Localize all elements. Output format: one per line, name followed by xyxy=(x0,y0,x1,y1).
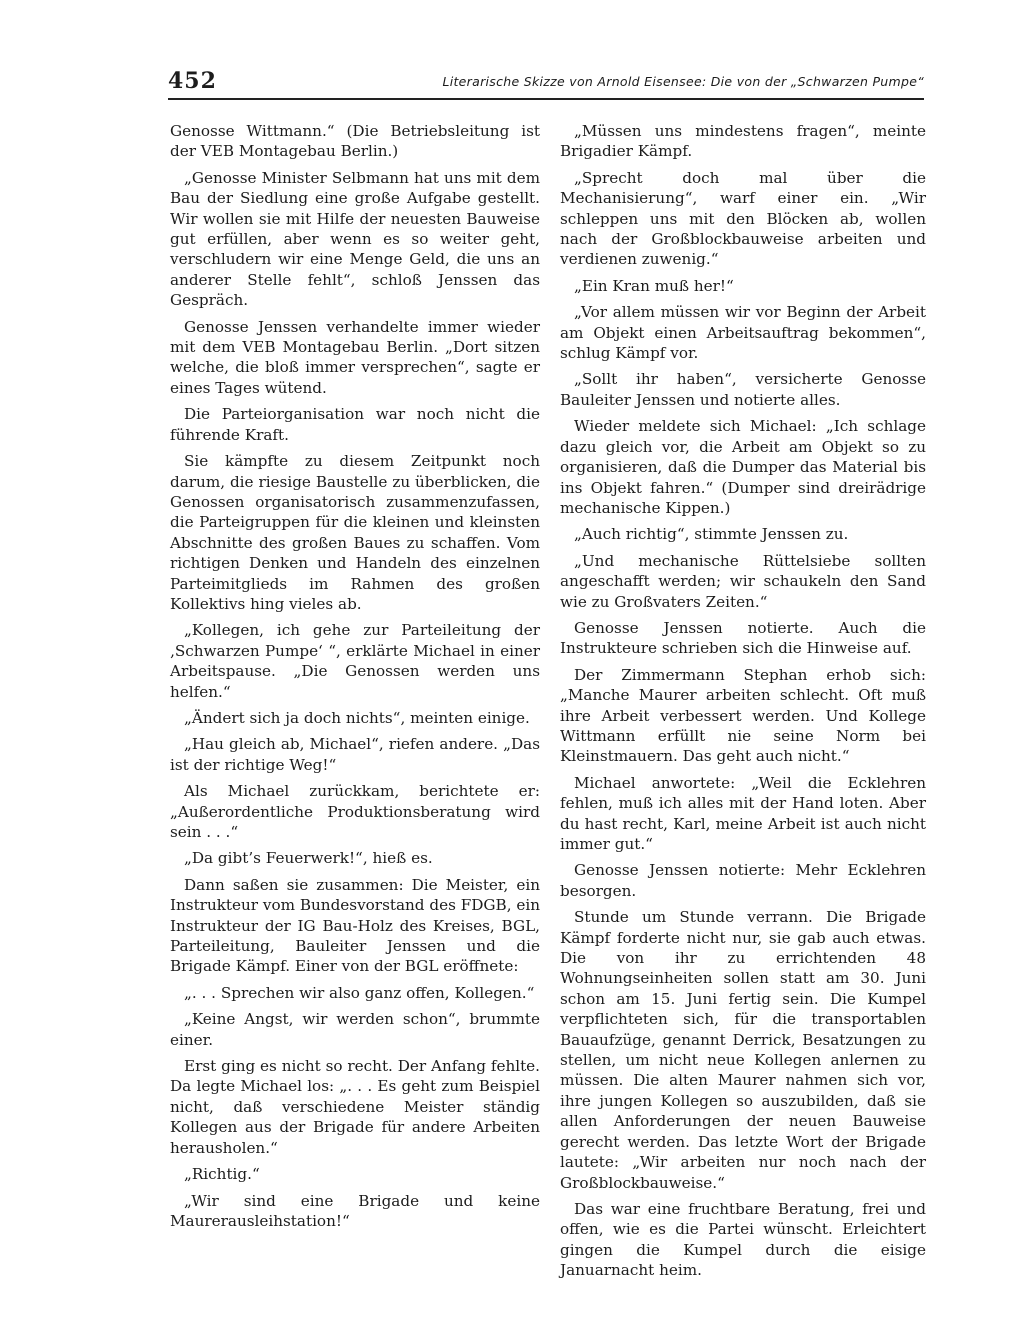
paragraph: Sie kämpfte zu diesem Zeitpunkt noch darum, die riesige Baustelle zu überblicken, die Genossen organisatorisch zusammenzufassen, die Parteigruppen für die kleinen und kleinsten Abschnitte des großen Baues zu schaffen. Vom richtigen Denken und Handeln des einzelnen Parteimitglieds im Rahmen des großen Kollektivs hing vieles ab. xyxy=(170,452,540,613)
paragraph: Die Parteiorganisation war noch nicht die führende Kraft. xyxy=(170,405,540,444)
paragraph: Dann saßen sie zusammen: Die Meister, ein Instrukteur vom Bundesvorstand des FDGB, ein Instrukteur der IG Bau-Holz des Kreises, BGL, Parteileitung, Bauleiter Jenssen und die Brigade Kämpf. Einer von der BGL eröffnete: xyxy=(170,875,540,976)
paragraph: „Da gibt’s Feuerwerk!“, hieß es. xyxy=(184,849,433,868)
paragraph: Genosse Jenssen notierte. Auch die Instrukteure schrieben sich die Hinweise auf. xyxy=(560,618,926,658)
paragraph: Stunde um Stunde verrann. Die Brigade Kämpf forderte nicht nur, sie gab auch etwas. Die von ihr zu errichtenden 48 Wohnungseinheiten sollen statt am 30. Juni schon am 15. Juni fertig sein. Die Kumpel verpflichteten sich, für die transportablen Bauaufzüge, genannt Derrick, Besatzungen zu stellen, um nicht neue Kollegen anlernen zu müssen. Die alten Maurer nahmen sich vor, ihre jungen Kollegen so auszubilden, daß sie allen Anforderungen der neuen Bauweise gerecht werden. Das letzte Wort der Brigade lautete: „Wir arbeiten nur noch nach der Großblockbauweise.“ xyxy=(560,908,926,1192)
paragraph: Wieder meldete sich Michael: „Ich schlage dazu gleich vor, die Arbeit am Objekt so zu organisieren, daß die Dumper das Material bis ins Objekt fahren.“ (Dumper sind dreirädrige mechanische Kippen.) xyxy=(560,417,926,517)
paragraph: Das war eine fruchtbare Beratung, frei und offen, wie es die Partei wünscht. Erleichtert gingen die Kumpel durch die eisige Januarnacht heim. xyxy=(560,1199,926,1280)
paragraph: „Sollt ihr haben“, versicherte Genosse Bauleiter Jenssen und notierte alles. xyxy=(560,370,926,409)
paragraph: „Müssen uns mindestens fragen“, meinte Brigadier Kämpf. xyxy=(560,122,926,161)
right-column xyxy=(560,121,926,1287)
paragraph: „Kollegen, ich gehe zur Parteileitung der ‚Schwarzen Pumpe‘ “, erklärte Michael in einer Arbeitspause. „Die Genossen werden uns helfen.“ xyxy=(170,621,540,701)
paragraph: Der Zimmermann Stephan erhob sich: „Manche Maurer arbeiten schlecht. Oft muß ihre Arbeit verbessert werden. Und Kollege Wittmann erfüllt nie seine Norm bei Kleinstmauern. Das geht auch nicht.“ xyxy=(560,665,926,766)
page-header xyxy=(168,66,924,102)
paragraph: Erst ging es nicht so recht. Der Anfang fehlte. Da legte Michael los: „. . . Es geht zum Beispiel nicht, daß verschiedene Meister ständig Kollegen aus der Brigade für andere Arbeiten herausholen.“ xyxy=(170,1057,540,1157)
paragraph: Als Michael zurückkam, berichtete er: „Außerordentliche Produktionsberatung wird sein . . .“ xyxy=(170,782,540,841)
paragraph: „Genosse Minister Selbmann hat uns mit dem Bau der Siedlung eine große Aufgabe gestellt. Wir wollen sie mit Hilfe der neuesten Bauweise gut erfüllen, aber wenn es so weiter geht, verschludern wir eine Menge Geld, die uns an anderer Stelle fehlt“, schloß Jenssen das Gespräch. xyxy=(170,168,540,310)
paragraph: „Vor allem müssen wir vor Beginn der Arbeit am Objekt einen Arbeitsauftrag bekommen“, schlug Kämpf vor. xyxy=(560,303,926,363)
paragraph: Genosse Wittmann.“ (Die Betriebsleitung ist der VEB Montagebau Berlin.) xyxy=(170,122,540,161)
paragraph: Michael anwortete: „Weil die Ecklehren fehlen, muß ich alles mit der Hand loten. Aber du hast recht, Karl, meine Arbeit ist auch nicht immer gut.“ xyxy=(560,773,926,853)
running-head: Literarische Skizze von Arnold Eisensee: Die von der „Schwarzen Pumpe“ xyxy=(442,74,924,89)
paragraph: „Keine Angst, wir werden schon“, brummte einer. xyxy=(170,1010,540,1049)
paragraph: „Richtig.“ xyxy=(184,1165,260,1184)
page-number: 452 xyxy=(168,68,217,94)
paragraph: Genosse Jenssen notierte: Mehr Ecklehren besorgen. xyxy=(560,861,926,900)
paragraph: „Ändert sich ja doch nichts“, meinten einige. xyxy=(184,708,530,727)
paragraph: „Und mechanische Rüttelsiebe sollten angeschafft werden; wir schaukeln den Sand wie zu Großvaters Zeiten.“ xyxy=(560,551,926,611)
paragraph: „. . . Sprechen wir also ganz offen, Kollegen.“ xyxy=(184,983,535,1002)
paragraph: Genosse Jenssen verhandelte immer wieder mit dem VEB Montagebau Berlin. „Dort sitzen welche, die bloß immer versprechen“, sagte er eines Tages wütend. xyxy=(170,317,540,397)
paragraph: „Ein Kran muß her!“ xyxy=(574,276,734,295)
header-rule xyxy=(168,98,924,100)
paragraph: „Hau gleich ab, Michael“, riefen andere. „Das ist der richtige Weg!“ xyxy=(170,735,540,774)
paragraph: „Auch richtig“, stimmte Jenssen zu. xyxy=(574,525,849,544)
paragraph: „Wir sind eine Brigade und keine Maurerausleihstation!“ xyxy=(170,1191,540,1230)
paragraph: „Sprecht doch mal über die Mechanisierung“, warf einer ein. „Wir schleppen uns mit den Blöcken ab, wollen nach der Großblockbauweise arbeiten und verdienen zuwenig.“ xyxy=(560,168,926,269)
left-column xyxy=(170,121,540,1237)
